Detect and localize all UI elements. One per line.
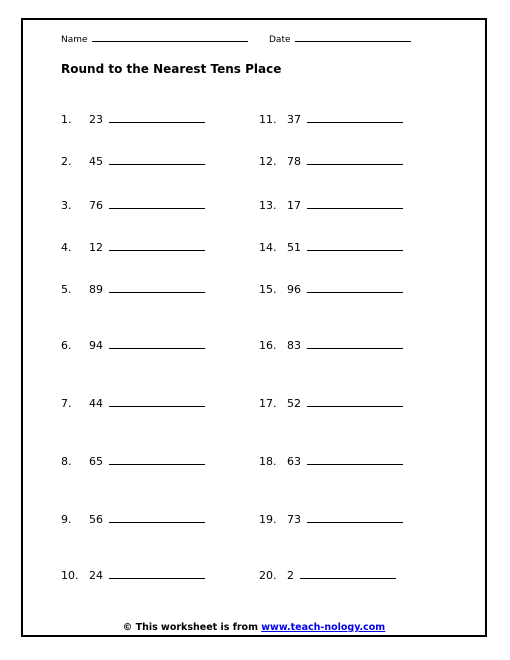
problem-value: 89 bbox=[89, 283, 103, 296]
problem-number: 1. bbox=[61, 113, 72, 126]
problem-item bbox=[259, 240, 403, 254]
answer-blank[interactable] bbox=[307, 198, 403, 209]
problem-number: 13. bbox=[259, 199, 277, 212]
answer-blank[interactable] bbox=[109, 240, 205, 251]
problem-value: 24 bbox=[89, 569, 103, 582]
problem-item bbox=[61, 512, 205, 526]
date-field[interactable] bbox=[269, 32, 411, 45]
problem-item bbox=[259, 198, 403, 212]
footer-text: © This worksheet is from bbox=[122, 622, 262, 633]
problem-number: 12. bbox=[259, 155, 277, 168]
footer-link[interactable]: www.teach-nology.com bbox=[261, 622, 386, 633]
problem-value: 78 bbox=[287, 155, 301, 168]
problem-number: 20. bbox=[259, 569, 277, 582]
answer-blank[interactable] bbox=[307, 338, 403, 349]
problem-number: 2. bbox=[61, 155, 72, 168]
problem-number: 6. bbox=[61, 339, 72, 352]
problem-number: 5. bbox=[61, 283, 72, 296]
date-label: Date bbox=[269, 35, 291, 45]
problem-number: 9. bbox=[61, 513, 72, 526]
name-field[interactable] bbox=[61, 32, 248, 45]
problem-item bbox=[259, 112, 403, 126]
problem-value: 56 bbox=[89, 513, 103, 526]
problem-number: 15. bbox=[259, 283, 277, 296]
problem-value: 63 bbox=[287, 455, 301, 468]
answer-blank[interactable] bbox=[109, 454, 205, 465]
problem-item bbox=[61, 338, 205, 352]
problem-number: 17. bbox=[259, 397, 277, 410]
answer-blank[interactable] bbox=[307, 512, 403, 523]
answer-blank[interactable] bbox=[109, 568, 205, 579]
problem-item bbox=[61, 568, 205, 582]
answer-blank[interactable] bbox=[307, 396, 403, 407]
problem-number: 7. bbox=[61, 397, 72, 410]
worksheet-title: Round to the Nearest Tens Place bbox=[61, 62, 282, 76]
problem-number: 14. bbox=[259, 241, 277, 254]
answer-blank[interactable] bbox=[307, 154, 403, 165]
problem-item bbox=[61, 282, 205, 296]
problem-value: 17 bbox=[287, 199, 301, 212]
problem-item bbox=[61, 198, 205, 212]
problem-value: 96 bbox=[287, 283, 301, 296]
problem-value: 76 bbox=[89, 199, 103, 212]
worksheet bbox=[21, 18, 487, 637]
problem-item bbox=[259, 338, 403, 352]
name-label: Name bbox=[61, 35, 88, 45]
problem-item bbox=[61, 112, 205, 126]
problem-value: 2 bbox=[287, 569, 294, 582]
problem-item bbox=[61, 454, 205, 468]
problem-item bbox=[259, 512, 403, 526]
footer-credit bbox=[23, 622, 485, 633]
problem-number: 19. bbox=[259, 513, 277, 526]
problem-value: 37 bbox=[287, 113, 301, 126]
answer-blank[interactable] bbox=[109, 396, 205, 407]
problem-number: 16. bbox=[259, 339, 277, 352]
problem-value: 51 bbox=[287, 241, 301, 254]
problem-value: 45 bbox=[89, 155, 103, 168]
problem-item bbox=[61, 240, 205, 254]
answer-blank[interactable] bbox=[307, 112, 403, 123]
name-line[interactable] bbox=[92, 32, 248, 42]
answer-blank[interactable] bbox=[109, 112, 205, 123]
answer-blank[interactable] bbox=[307, 282, 403, 293]
answer-blank[interactable] bbox=[307, 454, 403, 465]
answer-blank[interactable] bbox=[307, 240, 403, 251]
problem-number: 18. bbox=[259, 455, 277, 468]
answer-blank[interactable] bbox=[109, 154, 205, 165]
answer-blank[interactable] bbox=[109, 198, 205, 209]
problem-number: 10. bbox=[61, 569, 79, 582]
answer-blank[interactable] bbox=[300, 568, 396, 579]
problem-item bbox=[259, 154, 403, 168]
problem-value: 12 bbox=[89, 241, 103, 254]
problem-value: 44 bbox=[89, 397, 103, 410]
problem-item bbox=[61, 154, 205, 168]
problem-item bbox=[259, 396, 403, 410]
problem-item bbox=[259, 454, 403, 468]
answer-blank[interactable] bbox=[109, 338, 205, 349]
problem-item bbox=[61, 396, 205, 410]
problem-number: 4. bbox=[61, 241, 72, 254]
problem-value: 23 bbox=[89, 113, 103, 126]
problem-number: 11. bbox=[259, 113, 277, 126]
problem-value: 94 bbox=[89, 339, 103, 352]
answer-blank[interactable] bbox=[109, 512, 205, 523]
problem-item bbox=[259, 282, 403, 296]
problem-value: 52 bbox=[287, 397, 301, 410]
problem-value: 83 bbox=[287, 339, 301, 352]
problem-number: 3. bbox=[61, 199, 72, 212]
problem-item bbox=[259, 568, 396, 582]
answer-blank[interactable] bbox=[109, 282, 205, 293]
problem-value: 65 bbox=[89, 455, 103, 468]
problem-number: 8. bbox=[61, 455, 72, 468]
problem-value: 73 bbox=[287, 513, 301, 526]
date-line[interactable] bbox=[295, 32, 411, 42]
